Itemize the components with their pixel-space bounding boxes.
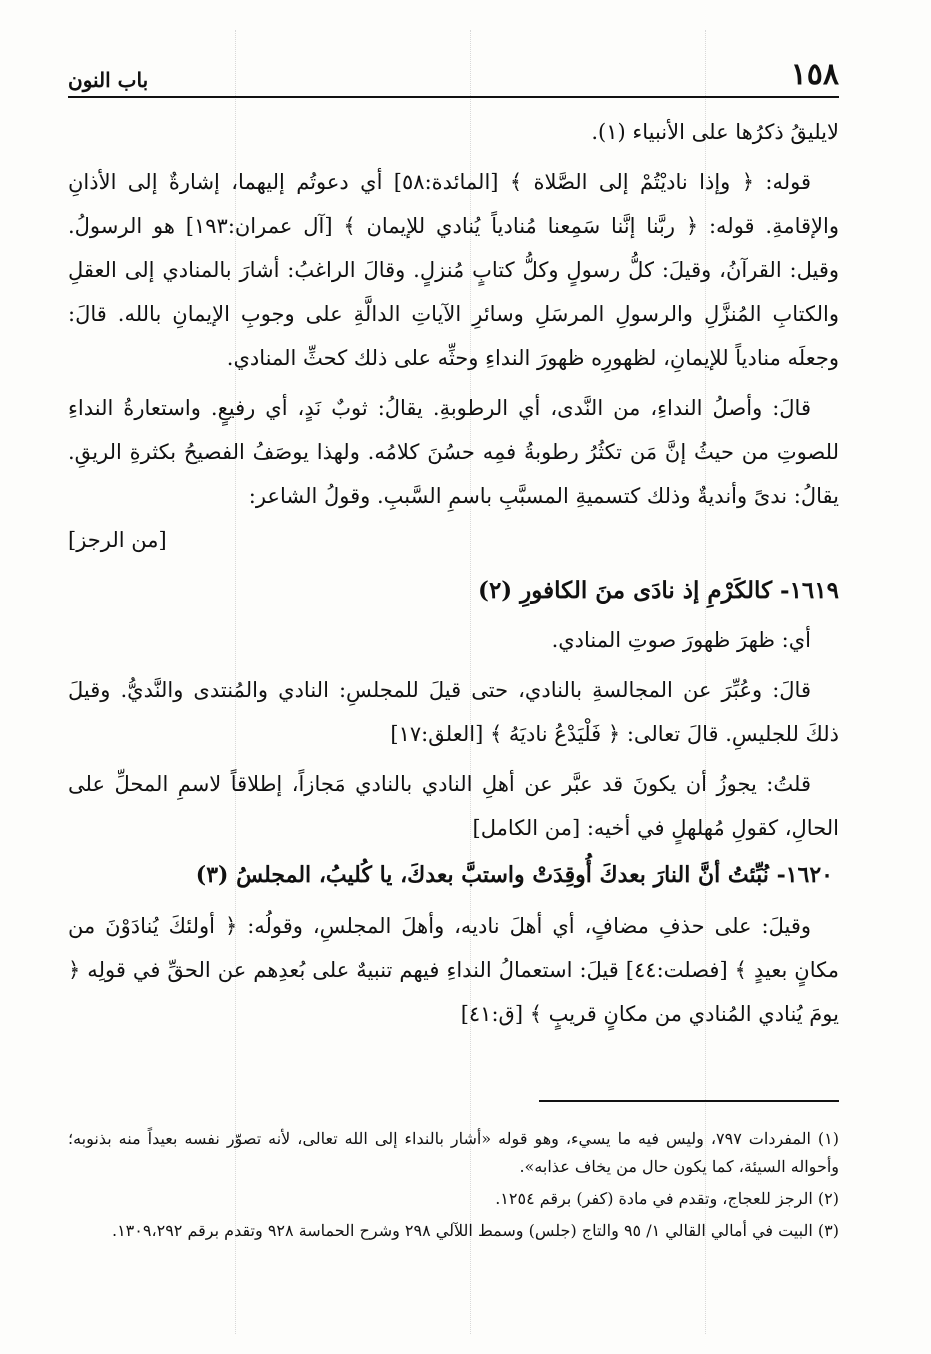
page-header xyxy=(68,52,839,98)
page-number: ١٥٨ xyxy=(790,57,839,92)
book-page xyxy=(68,0,839,1354)
chapter-title: باب النون xyxy=(68,68,149,92)
paragraph: قلتُ: يجوزُ أن يكونَ قد عبَّر عن أهلِ النادي بالنادي مَجازاً، إطلاقاً لاسمِ المحلِّ على الحالِ، كقولِ مُهلهلٍ في أخيه: [من الكامل] xyxy=(68,772,839,840)
paragraph: لايليقُ ذكرُها على الأنبياء (١). xyxy=(591,120,839,144)
poem-verse: ١٦٢٠- نُبِّئتُ أنَّ النارَ بعدكَ أُوقِدَتْ واستبَّ بعدكَ، يا كُليبُ، المجلسُ (٣) xyxy=(195,862,833,888)
footnote-separator xyxy=(539,1100,839,1102)
paragraph: قالَ: وعُبِّرَ عن المجالسةِ بالنادي، حتى قيلَ للمجلسِ: النادي والمُنتدى والنَّديُّ. وقيلَ ذلكَ للجليسِ. قالَ تعالى: ﴿ فَلْيَدْعُ ناديَهُ ﴾ [العلق:١٧] xyxy=(68,678,839,746)
page-body xyxy=(68,110,839,1036)
poem-verse: ١٦١٩- كالكَرْمِ إذ نادَى منَ الكافورِ (٢) xyxy=(478,577,839,604)
footnote: (٢) الرجز للعجاج، وتقدم في مادة (كفر) برقم ١٢٥٤. xyxy=(495,1189,839,1208)
paragraph: وقيلَ: على حذفِ مضافٍ، أي أهلَ ناديه، وأهلَ المجلسِ، وقولُه: ﴿ أولئكَ يُنادَوْنَ من مكانٍ بعيدٍ ﴾ [فصلت:٤٤] قيلَ: استعمالُ النداءِ فيهم تنبيهٌ على بُعدِهم عن الحقِّ في قولِه ﴿ يومَ يُنادي المُنادي من مكانٍ قريبٍ ﴾ [ق:٤١] xyxy=(68,914,839,1026)
paragraph: قالَ: وأصلُ النداءِ، من النَّدى، أي الرطوبةِ. يقالُ: ثوبٌ نَدٍ، أي رفيعٍ. واستعارةُ النداءِ للصوتِ من حيثُ إنَّ مَن تكثُرُ رطوبةُ فمِه حسُنَ كلامُه. ولهذا يوصَفُ الفصيحُ بكثرةِ الريقِ. يقالُ: ندىً وأنديةٌ وذلك كتسميةِ المسبَّبِ باسمِ السَّببِ. وقولُ الشاعر: xyxy=(68,396,839,508)
paragraph: أي: ظهرَ ظهورَ صوتِ المنادي. xyxy=(551,628,811,652)
footnote: (١) المفردات ٧٩٧، وليس فيه ما يسيء، وهو قوله «أشار بالنداء إلى الله تعالى، لأنه تصوّر نفسه بعيداً منه بذنوبه؛ وأحواله السيئة، كما يكون حال من يخاف عذابه». xyxy=(68,1129,840,1176)
meter-label: [من الرجز] xyxy=(68,528,167,552)
footnotes xyxy=(68,1125,839,1249)
paragraph: قوله: ﴿ وإذا ناديْتُمْ إلى الصَّلاة ﴾ [المائدة:٥٨] أي دعوتُم إليهما، إشارةٌ إلى الأذانِ والإقامةِ. قوله: ﴿ ربَّنا إنَّنا سَمِعنا مُنادياً يُنادي للإيمان ﴾ [آل عمران:١٩٣] هو الرسولُ. وقيل: القرآنُ، وقيلَ: كلُّ رسولٍ وكلُّ كتابٍ مُنزلٍ. وقالَ الراغبُ: أشارَ بالمنادي إلى العقلِ والكتابِ المُنزَّلِ والرسولِ المرسَلِ وسائرِ الآياتِ الدالَّةِ على وجوبِ الإيمانِ بالله. قالَ: وجعلَه منادياً للإيمانِ، لظهورِه ظهورَ النداءِ وحثِّه على ذلك كحثِّ المنادي. xyxy=(68,170,839,370)
footnote: (٣) البيت في أمالي القالي ١/ ٩٥ والتاج (جلس) وسمط اللآلي ٢٩٨ وشرح الحماسة ٩٢٨ وتقدم برقم ١٣٠٩،٢٩٢. xyxy=(111,1221,839,1240)
